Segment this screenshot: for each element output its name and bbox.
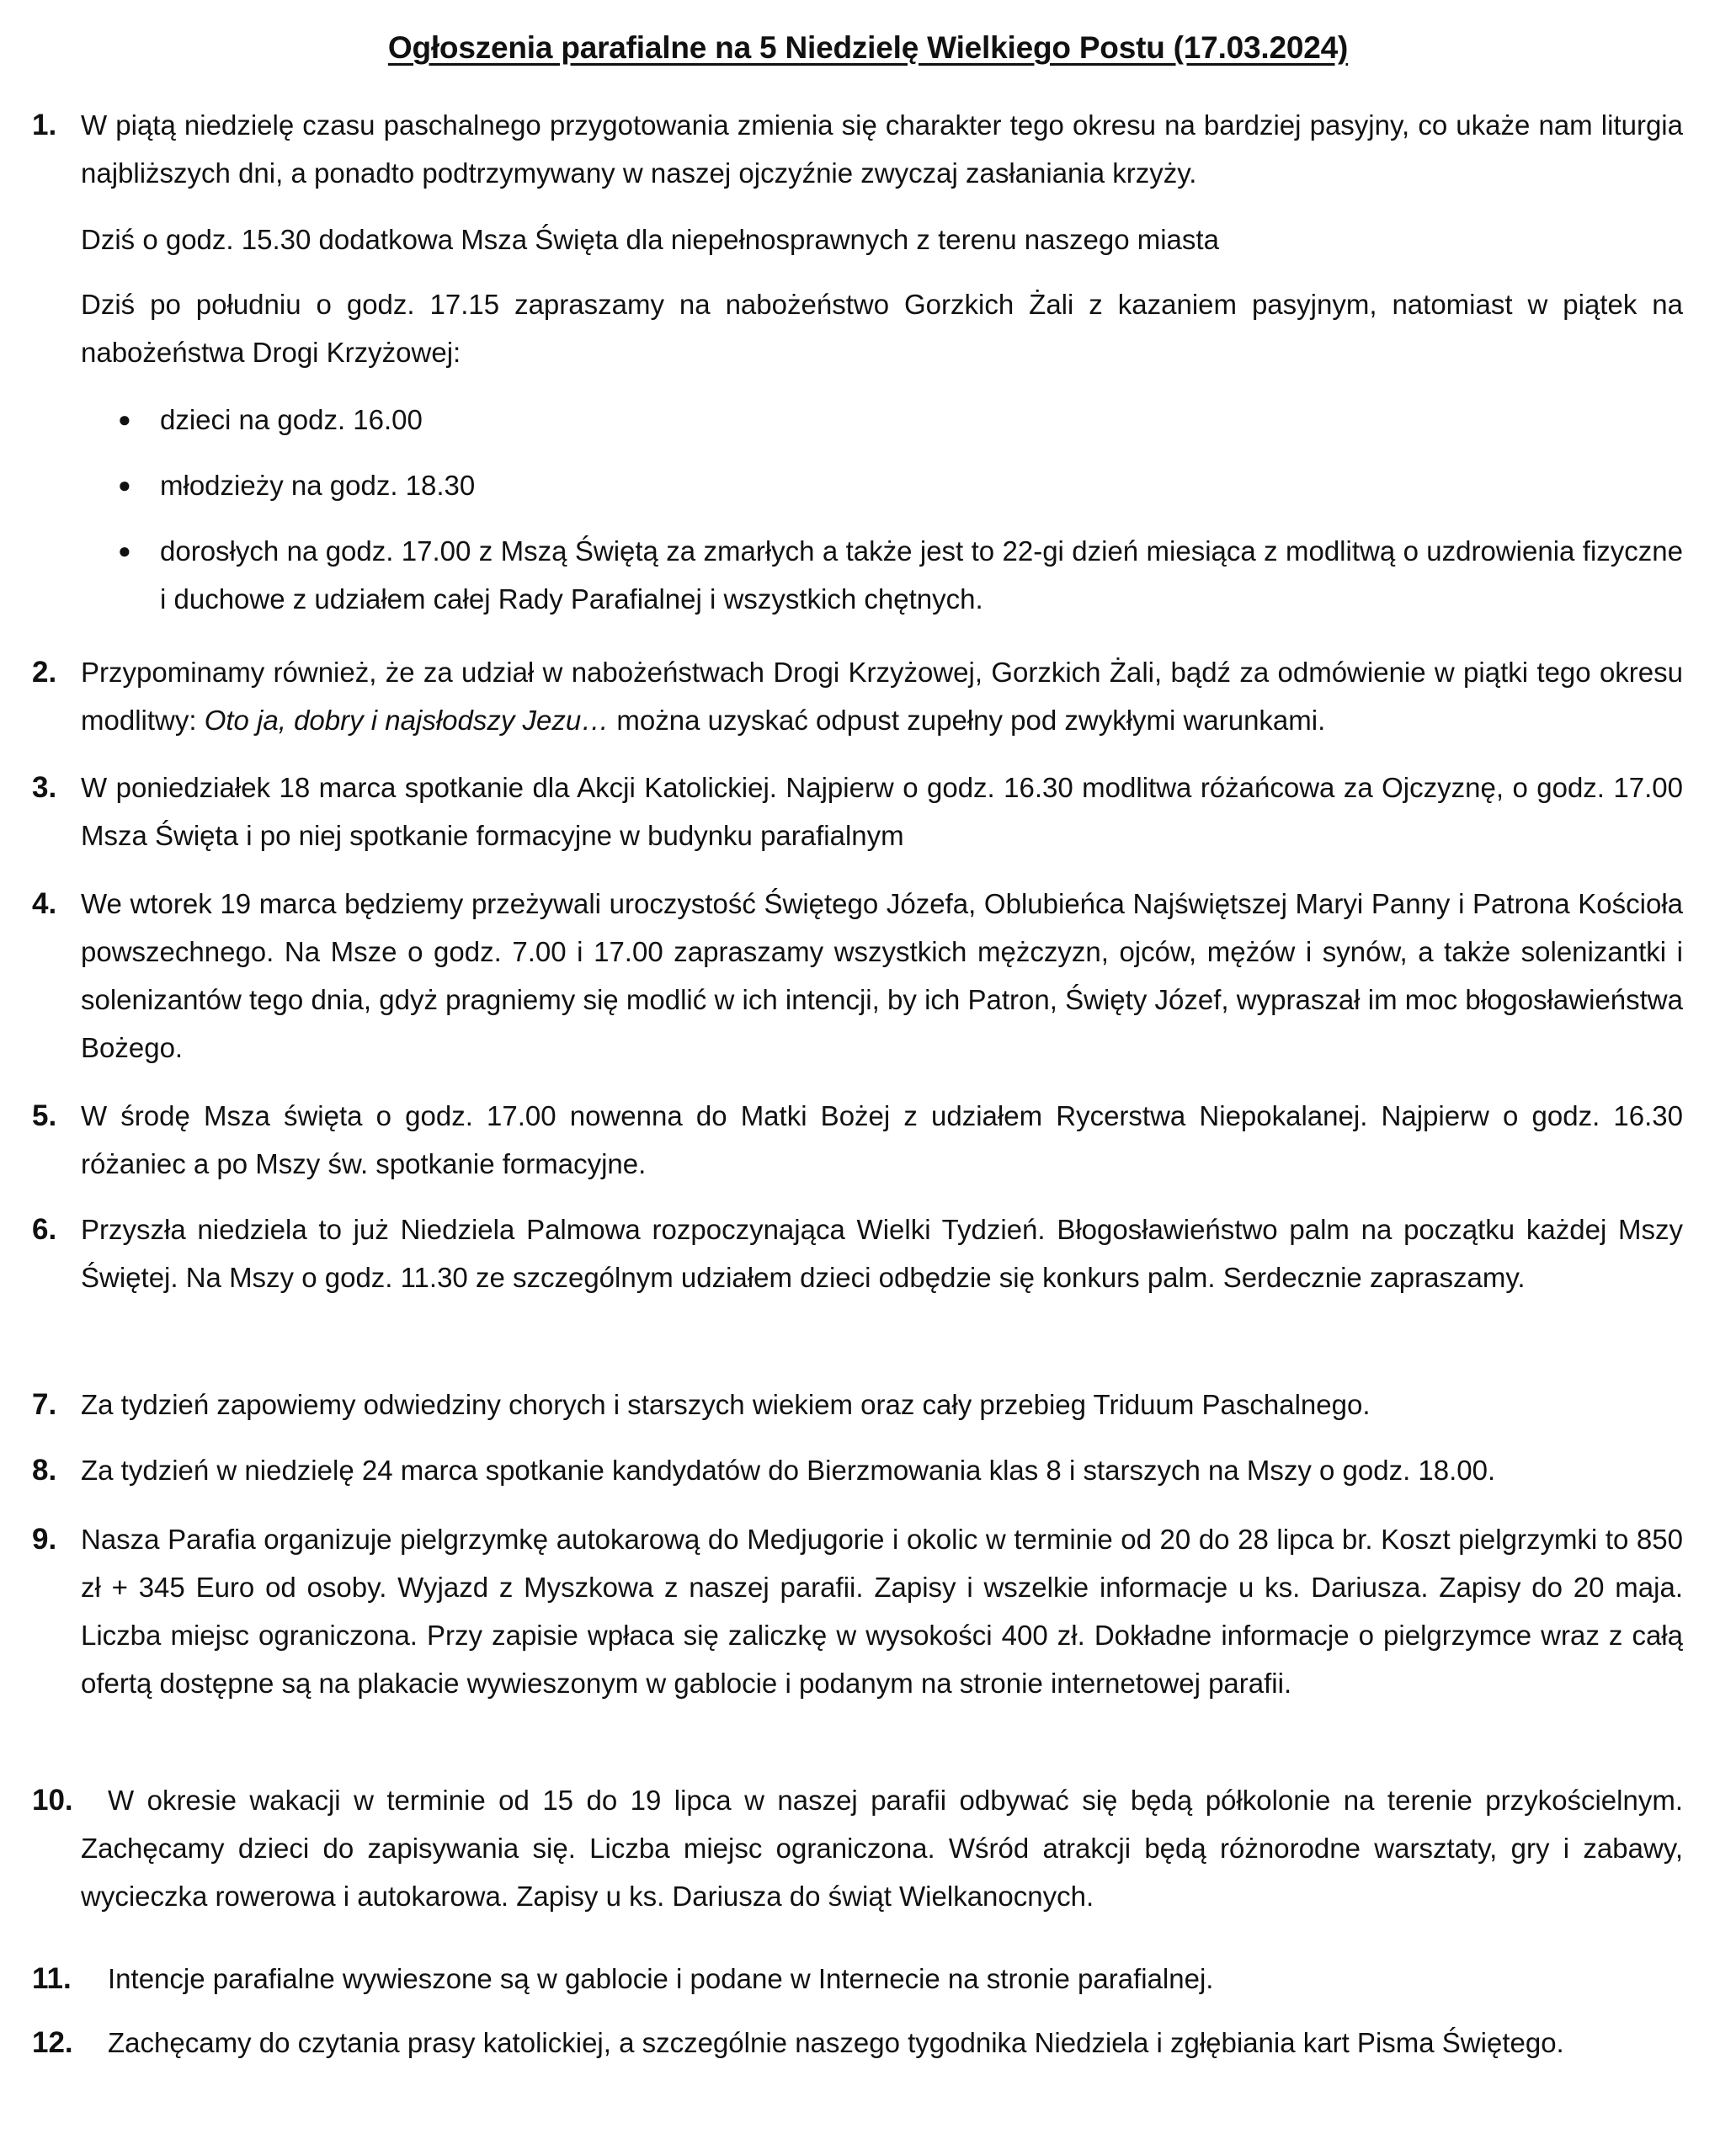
item-text: W poniedziałek 18 marca spotkanie dla Akcji Katolickiej. Najpierw o godz. 16.30 modlitwa różańcowa za Ojczyznę, o godz. 17.00 Msza Święta i po niej spotkanie formacyjne w budynku parafialnym <box>81 772 1683 851</box>
item-text <box>81 1955 1683 2003</box>
item-number: 4. <box>32 887 57 920</box>
item-number: 1. <box>32 109 57 141</box>
item-text-part: Przypominamy również, że za udział w nabożeństwach Drogi Krzyżowej, Gorzkich Żali, bądź za odmówienie w piątki tego okresu modlitwy: <box>81 657 1683 736</box>
bullet-text: młodzieży na godz. 18.30 <box>160 470 476 501</box>
item-number: 9. <box>32 1523 57 1556</box>
document-title: Ogłoszenia parafialne na 5 Niedzielę Wielkiego Postu (17.03.2024) <box>387 30 1349 65</box>
item-text-part: W okresie wakacji w terminie od 15 do 19 lipca w naszej parafii odbywać się będą półkolonie na terenie przykościelnym. Zachęcamy dzieci do zapisywania się. Liczba miejsc ograniczona. Wśród atrakcji będą różnorodne warsztaty, gry i zabawy, wycieczka rowerowa i autokarowa. Zapisy u ks. Dariusza do świąt Wielkanocnych. <box>81 1785 1683 1912</box>
prayer-title: Oto ja, dobry i najsłodszy Jezu… <box>204 705 610 736</box>
item-number: 11. <box>32 1962 72 1995</box>
item-text <box>81 648 1683 744</box>
bullet-icon: ● <box>118 407 131 432</box>
item-1-paragraph-3: Dziś po południu o godz. 17.15 zapraszamy na nabożeństwo Gorzkich Żali z kazaniem pasyjnym, natomiast w piątek na nabożeństwa Drogi Krzyżowej: <box>81 289 1683 368</box>
bullet-icon: ● <box>118 538 131 563</box>
bullet-icon: ● <box>118 472 131 498</box>
item-number: 3. <box>32 771 57 804</box>
bullet-text: dzieci na godz. 16.00 <box>160 404 423 435</box>
item-text: Za tydzień zapowiemy odwiedziny chorych i starszych wiekiem oraz cały przebieg Triduum Paschalnego. <box>81 1389 1371 1420</box>
item-1-paragraph-2: Dziś o godz. 15.30 dodatkowa Msza Święta dla niepełnosprawnych z terenu naszego miasta <box>81 224 1219 255</box>
item-text: W piątą niedzielę czasu paschalnego przygotowania zmienia się charakter tego okresu na bardziej pasyjny, co ukaże nam liturgia najbliższych dni, a ponadto podtrzymywany w naszej ojczyźnie zwyczaj zasłaniania krzyży. <box>81 109 1683 189</box>
item-text: Za tydzień w niedzielę 24 marca spotkanie kandydatów do Bierzmowania klas 8 i starszych na Mszy o godz. 18.00. <box>81 1455 1496 1486</box>
item-number: 5. <box>32 1099 57 1132</box>
item-text-part: można uzyskać odpust zupełny pod zwykłymi warunkami. <box>609 705 1326 736</box>
item-text-part: Zachęcamy do czytania prasy katolickiej, a szczególnie naszego tygodnika Niedziela i zgłębiania kart Pisma Świętego. <box>108 2027 1564 2058</box>
item-number: 2. <box>32 656 57 689</box>
item-number: 7. <box>32 1388 57 1421</box>
item-number: 8. <box>32 1454 57 1487</box>
item-number: 6. <box>32 1213 57 1246</box>
item-text-part: Intencje parafialne wywieszone są w gablocie i podane w Internecie na stronie parafialnej. <box>108 1963 1214 1994</box>
item-text <box>81 1776 1683 1920</box>
item-text: Przyszła niedziela to już Niedziela Palmowa rozpoczynająca Wielki Tydzień. Błogosławieństwo palm na początku każdej Mszy Świętej. Na Mszy o godz. 11.30 ze szczególnym udziałem dzieci odbędzie się konkurs palm. Serdecznie zapraszamy. <box>81 1214 1683 1293</box>
item-text: W środę Msza święta o godz. 17.00 nowenna do Matki Bożej z udziałem Rycerstwa Niepokalanej. Najpierw o godz. 16.30 różaniec a po Mszy św. spotkanie formacyjne. <box>81 1100 1683 1179</box>
item-text: We wtorek 19 marca będziemy przeżywali uroczystość Świętego Józefa, Oblubieńca Najświętszej Maryi Panny i Patrona Kościoła powszechnego. Na Msze o godz. 7.00 i 17.00 zapraszamy wszystkich mężczyzn, ojców, mężów i synów, a także solenizantki i solenizantów tego dnia, gdyż pragniemy się modlić w ich intencji, by ich Patron, Święty Józef, wypraszał im moc błogosławieństwa Bożego. <box>81 888 1683 1063</box>
item-text: Nasza Parafia organizuje pielgrzymkę autokarową do Medjugorie i okolic w terminie od 20 do 28 lipca br. Koszt pielgrzymki to 850 zł + 345 Euro od osoby. Wyjazd z Myszkowa z naszej parafii. Zapisy i wszelkie informacje u ks. Dariusza. Zapisy do 20 maja. Liczba miejsc ograniczona. Przy zapisie wpłaca się zaliczkę w wysokości 400 zł. Dokładne informacje o pielgrzymce wraz z całą ofertą dostępne są na plakacie wywieszonym w gablocie i podanym na stronie internetowej parafii. <box>81 1524 1683 1699</box>
item-number: 12. <box>32 2026 73 2059</box>
item-number: 10. <box>32 1784 73 1817</box>
bullet-text: dorosłych na godz. 17.00 z Mszą Świętą za zmarłych a także jest to 22-gi dzień miesiąca z modlitwą o uzdrowienia fizyczne i duchowe z udziałem całej Rady Parafialnej i wszystkich chętnych. <box>160 535 1683 615</box>
item-text <box>81 2019 1683 2067</box>
